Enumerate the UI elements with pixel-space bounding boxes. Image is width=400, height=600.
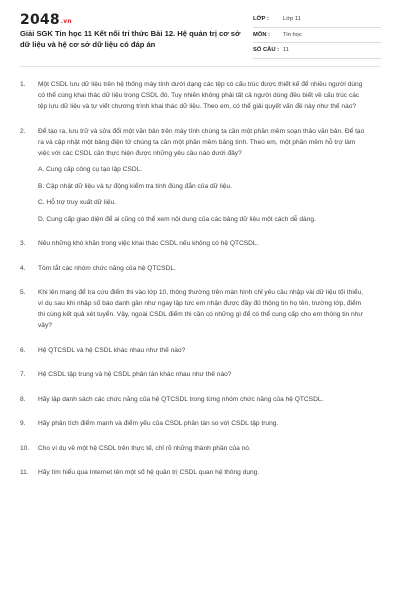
question-item	[0, 263, 400, 274]
meta-row-count	[253, 43, 381, 59]
question-number: 3.	[20, 240, 26, 247]
question-number: 2.	[20, 127, 26, 135]
question-number: 8.	[20, 395, 26, 403]
question-text: Hệ QTCSDL và hệ CSDL khác nhau như thế nào?	[38, 346, 186, 354]
question-item	[0, 394, 400, 405]
meta-value: Lớp 11	[283, 16, 301, 23]
question-item	[0, 79, 400, 112]
meta-box	[253, 12, 381, 59]
site-logo[interactable]	[20, 12, 72, 28]
question-number: 4.	[20, 264, 26, 272]
question-text: Hệ CSDL tập trung và hệ CSDL phân tán khác nhau như thế nào?	[38, 371, 232, 378]
question-text: Nêu những khó khăn trong việc khai thác CSDL nếu không có hệ QTCSDL.	[38, 240, 259, 247]
question-number: 9.	[20, 420, 26, 427]
question-text: Hãy lập danh sách các chức năng của hệ QTCSDL trong từng nhóm chức năng của hệ QTCSDL.	[38, 395, 324, 403]
logo-suffix: .vn	[60, 18, 72, 25]
meta-row-class	[253, 12, 381, 28]
question-item	[0, 443, 400, 454]
question-item	[0, 238, 400, 249]
meta-row-subject	[253, 28, 381, 44]
question-item	[0, 287, 400, 331]
answer-option: D. Cung cấp giao diện để ai cũng có thể xem nội dung của các bảng dữ liệu một cách dễ dàng.	[38, 215, 316, 223]
question-text: Tóm tắt các nhóm chức năng của hệ QTCSDL.	[38, 264, 176, 272]
question-item	[0, 345, 400, 356]
question-number: 7.	[20, 371, 26, 378]
document-title: Giải SGK Tin học 11 Kết nối tri thức Bài 12. Hệ quản trị cơ sở dữ liệu và hệ cơ sở dữ liệu có đáp án	[20, 29, 241, 49]
question-number: 1.	[20, 81, 26, 88]
question-number: 5.	[20, 289, 26, 296]
meta-label: MÔN :	[253, 31, 271, 38]
question-text: Cho ví dụ về một hệ CSDL trên thực tế, chỉ rõ những thành phần của nó.	[38, 444, 251, 452]
meta-label: LỚP :	[253, 16, 269, 23]
question-item	[0, 467, 400, 478]
question-body	[38, 126, 368, 225]
answer-option: A. Cung cấp công cụ tạo lập CSDL.	[38, 166, 143, 173]
answer-option: B. Cập nhật dữ liệu và tự động kiểm tra tính đúng đắn của dữ liệu.	[38, 182, 232, 190]
question-text: Để tạo ra, lưu trữ và sửa đổi một văn bản trên máy tính chúng ta cần một phần mềm soạn thảo văn bản. Để tạo ra và cập nhật một bảng điện tử chúng ta cần một phần mềm bảng tính. Theo em, một phần mềm hỗ trợ làm việc với các CSDL cần thực hiện được những yêu cầu nào dưới đây?	[38, 127, 365, 157]
document-header	[0, 0, 400, 66]
meta-label: SỐ CÂU :	[253, 47, 280, 54]
meta-value: Tin học	[283, 31, 302, 38]
question-item	[0, 418, 400, 429]
header-divider	[20, 66, 380, 67]
question-text: Hãy phân tích điểm mạnh và điểm yếu của CSDL phân tán so với CSDL tập trung.	[38, 420, 279, 427]
question-text: Khi lên mạng để tra cứu điểm thi vào lớp 10, thông thường trên màn hình chỉ yêu cầu nhập vài dữ liệu tối thiểu, ví dụ sau khi nhập số báo danh gần như ngay lập tức em nhận được đầy đủ thông tin họ tên, trường lớp, điểm thi cùng kết quả xét tuyển. Vậy, ngoài CSDL điểm thi cần có những gì để có thể cung cấp cho em thông tin như vậy?	[38, 289, 364, 329]
question-number: 10.	[20, 444, 30, 452]
question-number: 11.	[20, 469, 29, 476]
question-item	[0, 369, 400, 380]
question-text: Một CSDL lưu dữ liệu trên hệ thống máy tính dưới dạng các tệp có cấu trúc được thiết kế để nhiều người dùng có thể cùng khai thác dữ liệu trong CSDL đó. Tuy nhiên không phải tất cả người dùng đều biết về cấu trúc các tệp lưu dữ liệu và tự viết chương trình khai thác dữ liệu. Theo em, có thể giải quyết vấn đề này như thế nào?	[38, 81, 363, 110]
question-list	[0, 79, 400, 492]
meta-value: 11	[283, 47, 290, 54]
question-item	[0, 126, 400, 225]
logo-main: 2048	[20, 12, 60, 28]
question-number: 6.	[20, 346, 26, 354]
question-text: Hãy tìm hiểu qua Internet tên một số hệ quản trị CSDL quan hệ thông dụng.	[38, 469, 260, 476]
answer-option: C. Hỗ trợ truy xuất dữ liệu.	[38, 199, 116, 206]
